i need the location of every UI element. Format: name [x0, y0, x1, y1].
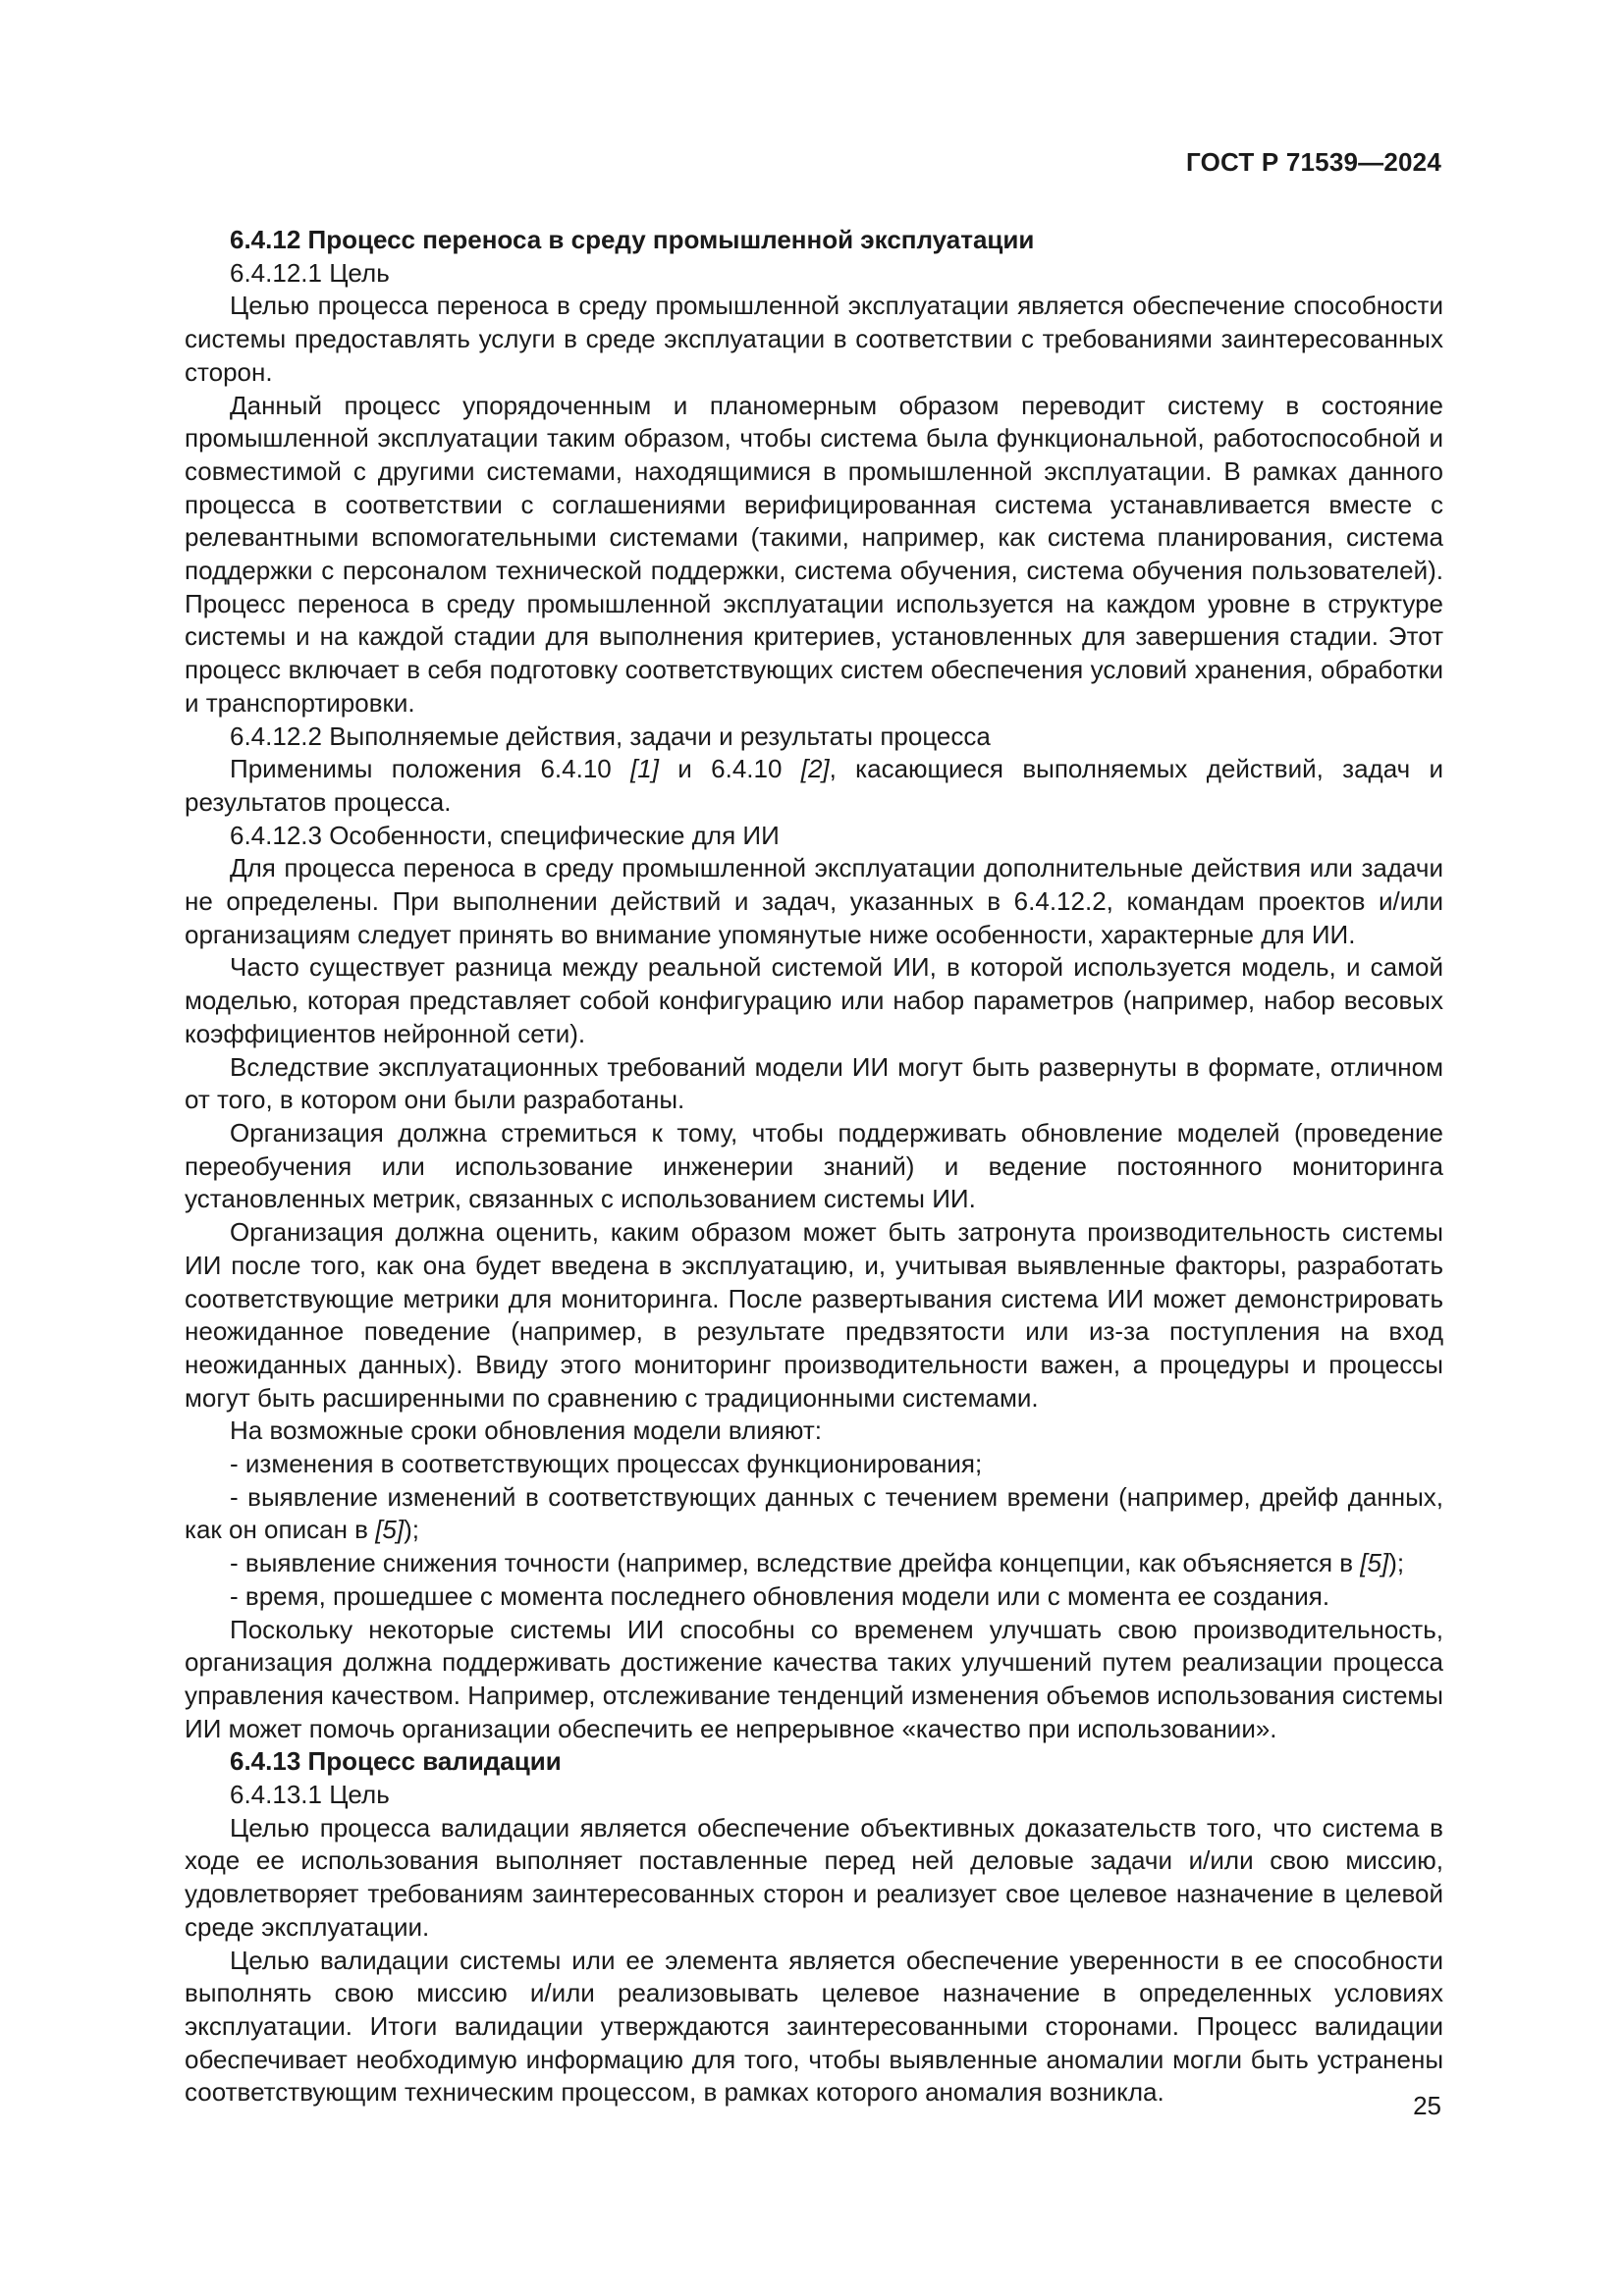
reference-link[interactable]: [2]: [800, 754, 830, 784]
paragraph: Вследствие эксплуатационных требований модели ИИ могут быть развернуты в формате, отличном от того, в котором они были разработаны.: [185, 1051, 1443, 1115]
subsection-title-6-4-12-2: 6.4.12.2 Выполняемые действия, задачи и результаты процесса: [230, 721, 991, 751]
section-heading-6-4-13: 6.4.13 Процесс валидации: [230, 1746, 562, 1777]
subsection-title-6-4-13-1: 6.4.13.1 Цель: [230, 1780, 390, 1810]
paragraph: На возможные сроки обновления модели влияют:: [230, 1415, 822, 1446]
subsection-title-6-4-12-1: 6.4.12.1 Цель: [230, 257, 390, 288]
paragraph: Часто существует разница между реальной системой ИИ, в которой используется модель, и самой моделью, которая представляет собой конфигурацию или набор параметров (например, набор весовых коэффициентов нейронной сети).: [185, 952, 1443, 1048]
text: , касающиеся выполняемых действий, задач и результатов процесса.: [185, 754, 1443, 817]
text: - выявление изменений в соответствующих данных с течением времени (например, дрейф данных, как он описан в: [185, 1481, 1443, 1545]
paragraph: Целью процесса переноса в среду промышленной эксплуатации является обеспечение способности системы предоставлять услуги в среде эксплуатации в соответствии с требованиями заинтересованных сторон.: [185, 291, 1443, 387]
document-code: ГОСТ Р 71539—2024: [1186, 147, 1441, 177]
text: );: [1388, 1548, 1405, 1578]
text: );: [404, 1515, 419, 1545]
paragraph: Организация должна оценить, каким образом может быть затронута производительность системы ИИ после того, как она будет введена в эксплуатацию, и, учитывая выявленные факторы, разработать соответствующие метрики для мониторинга. После развертывания система ИИ может демонстрировать неожиданное поведение (например, в результате предвзятости или из-за поступления на вход неожиданных данных). Ввиду этого мониторинг производительности важен, а процедуры и процессы могут быть расширенными по сравнению с традиционными системами.: [185, 1217, 1443, 1413]
reference-link[interactable]: [5]: [375, 1515, 405, 1545]
paragraph: Для процесса переноса в среду промышленной эксплуатации дополнительные действия или задачи не определены. При выполнении действий и задач, указанных в 6.4.12.2, командам проектов и/или организациям следует принять во внимание упомянутые ниже особенности, характерные для ИИ.: [185, 853, 1443, 949]
text: Применимы положения 6.4.10: [230, 754, 631, 784]
reference-link[interactable]: [1]: [630, 754, 659, 784]
list-item: [185, 1547, 1443, 1580]
paragraph: Целью валидации системы или ее элемента является обеспечение уверенности в ее способности выполнять свою миссию и/или реализовывать целевое назначение в определенных условиях эксплуатации. Итоги валидации утверждаются заинтересованными сторонами. Процесс валидации обеспечивает необходимую информацию для того, чтобы выявленные аномалии могли быть устранены соответствующим техническим процессом, в рамках которого аномалия возникла.: [185, 1945, 1443, 2108]
reference-link[interactable]: [5]: [1360, 1548, 1389, 1578]
text: - выявление снижения точности (например, вследствие дрейфа концепции, как объясняется в: [230, 1548, 1361, 1578]
paragraph-with-refs: [185, 753, 1443, 819]
section-heading-6-4-12: 6.4.12 Процесс переноса в среду промышленной эксплуатации: [230, 225, 1035, 254]
list-item: - время, прошедшее с момента последнего обновления модели или с момента ее создания.: [230, 1580, 1330, 1611]
subsection-title-6-4-12-3: 6.4.12.3 Особенности, специфические для ИИ: [230, 820, 780, 850]
document-body: [185, 224, 1443, 2109]
page-number: 25: [1413, 2091, 1441, 2120]
paragraph: Поскольку некоторые системы ИИ способны со временем улучшать свою производительность, организация должна поддерживать достижение качества таких улучшений путем реализации процесса управления качеством. Например, отслеживание тенденций изменения объемов использования системы ИИ может помочь организации обеспечить ее непрерывное «качество при использовании».: [185, 1614, 1443, 1743]
list-item: [185, 1481, 1443, 1547]
paragraph: Данный процесс упорядоченным и планомерным образом переводит систему в состояние промышленной эксплуатации таким образом, чтобы система была функциональной, работоспособной и совместимой с другими системами, находящимися в промышленной эксплуатации. В рамках данного процесса в соответствии с соглашениями верифицированная система устанавливается вместе с релевантными вспомогательными системами (такими, например, как система планирования, система поддержки с персоналом технической поддержки, система обучения, система обучения пользователей). Процесс переноса в среду промышленной эксплуатации используется на каждом уровне в структуре системы и на каждой стадии для выполнения критериев, установленных для завершения стадии. Этот процесс включает в себя подготовку соответствующих систем обеспечения условий хранения, обработки и транспортировки.: [185, 390, 1443, 718]
paragraph: Организация должна стремиться к тому, чтобы поддерживать обновление моделей (проведение переобучения или использование инженерии знаний) и ведение постоянного мониторинга установленных метрик, связанных с использованием системы ИИ.: [185, 1117, 1443, 1214]
paragraph: Целью процесса валидации является обеспечение объективных доказательств того, что система в ходе ее использования выполняет поставленные перед ней деловые задачи и/или свою миссию, удовлетворяет требованиям заинтересованных сторон и реализует свое целевое назначение в целевой среде эксплуатации.: [185, 1812, 1443, 1942]
text: и 6.4.10: [659, 754, 801, 784]
list-item: - изменения в соответствующих процессах функционирования;: [230, 1449, 983, 1479]
